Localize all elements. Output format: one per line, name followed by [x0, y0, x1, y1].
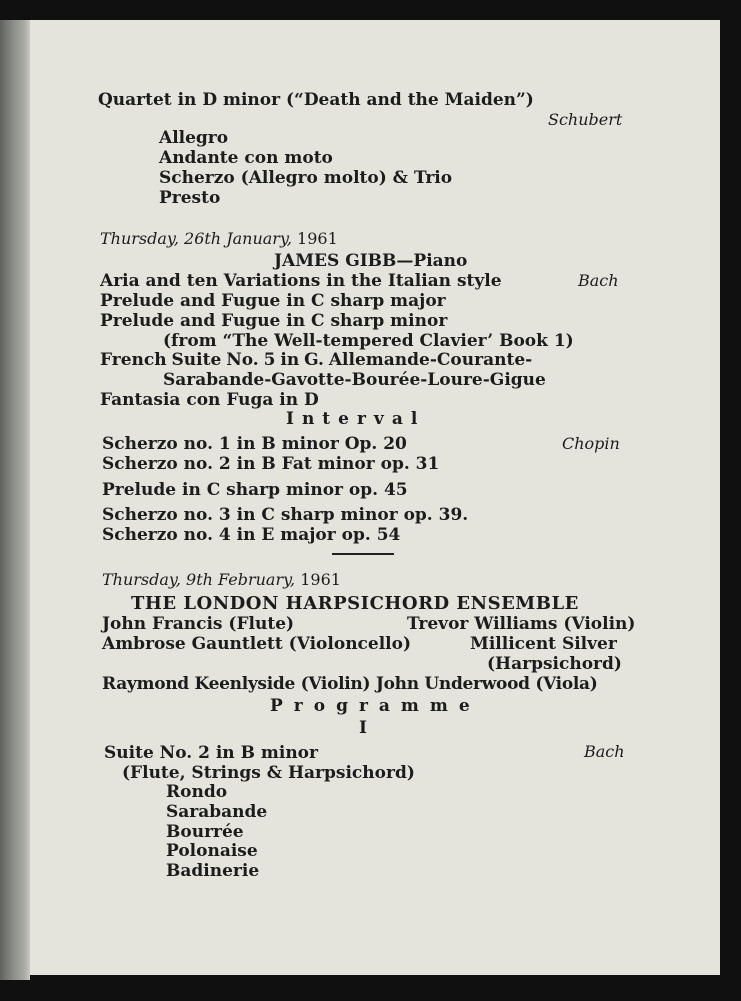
- programme-line: (from “The Well-tempered Clavier’ Book 1): [163, 331, 574, 351]
- suite-title: Suite No. 2 in B minor: [104, 743, 318, 763]
- composer-bach: Bach: [578, 271, 619, 290]
- programme-line: French Suite No. 5 in G. Allemande-Courante-: [100, 350, 533, 370]
- suite-scoring: (Flute, Strings & Harpsichord): [122, 763, 415, 783]
- programme-line: Prelude and Fugue in C sharp major: [100, 291, 446, 311]
- concert-date-jan: Thursday, 26th January, 1961: [100, 229, 338, 248]
- ensemble-member: Ambrose Gauntlett (Violoncello): [102, 634, 412, 654]
- programme-line: Prelude in C sharp minor op. 45: [102, 480, 408, 500]
- programme-line: Scherzo no. 3 in C sharp minor op. 39.: [102, 505, 469, 525]
- schubert-quartet-title: Quartet in D minor (“Death and the Maiden”): [98, 90, 534, 110]
- interval-heading: Interval: [286, 409, 426, 429]
- composer-schubert: Schubert: [548, 110, 623, 129]
- part-numeral: I: [359, 718, 367, 738]
- composer-bach: Bach: [584, 742, 625, 761]
- programme-line: Sarabande-Gavotte-Bourée-Loure-Gigue: [163, 370, 546, 390]
- programme-line: Aria and ten Variations in the Italian style: [100, 271, 502, 291]
- programme-line: Scherzo no. 4 in E major op. 54: [102, 525, 401, 545]
- programme-page: [30, 20, 720, 975]
- programme-line: Scherzo no. 1 in B minor Op. 20: [102, 434, 407, 454]
- concert-date-feb: Thursday, 9th February, 1961: [102, 570, 341, 589]
- movement: Rondo: [166, 782, 228, 802]
- programme-heading: Programme: [270, 696, 481, 716]
- ensemble-member: John Francis (Flute): [102, 614, 295, 634]
- binding-gutter: [0, 20, 30, 980]
- ensemble-member: Millicent Silver: [470, 634, 617, 654]
- movement: Allegro: [159, 128, 229, 148]
- movement: Polonaise: [166, 841, 258, 861]
- section-divider: [332, 553, 394, 555]
- programme-line: Scherzo no. 2 in B Fat minor op. 31: [102, 454, 440, 474]
- movement: Badinerie: [166, 861, 260, 881]
- ensemble-name: THE LONDON HARPSICHORD ENSEMBLE: [131, 593, 579, 614]
- movement: Scherzo (Allegro molto) & Trio: [159, 168, 453, 188]
- performer-james-gibb: JAMES GIBB—Piano: [274, 251, 468, 271]
- movement: Presto: [159, 188, 221, 208]
- movement: Bourrée: [166, 822, 244, 842]
- ensemble-member-role: (Harpsichord): [487, 654, 622, 674]
- programme-line: Fantasia con Fuga in D: [100, 390, 319, 410]
- ensemble-member: Trevor Williams (Violin): [407, 614, 636, 634]
- composer-chopin: Chopin: [562, 434, 620, 453]
- programme-line: Prelude and Fugue in C sharp minor: [100, 311, 448, 331]
- ensemble-member: Raymond Keenlyside (Violin) John Underwood (Viola): [102, 674, 598, 694]
- movement: Sarabande: [166, 802, 268, 822]
- movement: Andante con moto: [159, 148, 333, 168]
